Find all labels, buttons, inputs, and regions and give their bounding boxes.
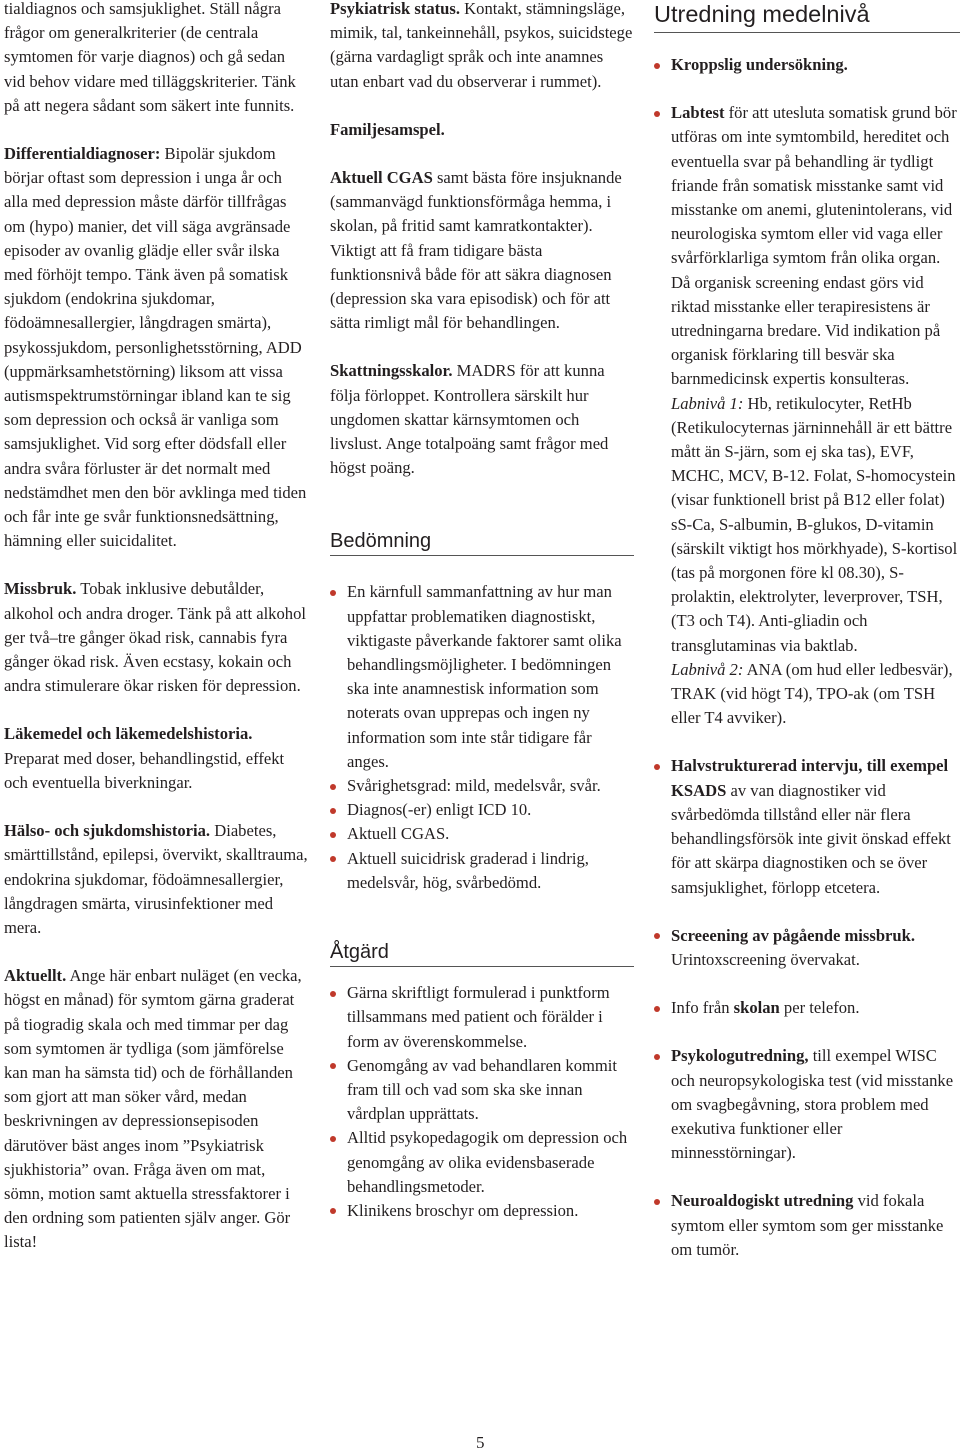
bullet-icon [330, 784, 336, 790]
bullet-icon [330, 808, 336, 814]
bullet-icon [654, 764, 660, 770]
list-item: Aktuell CGAS. [330, 822, 634, 846]
intro-paragraph: tialdiagnos och samsjuklighet. Ställ några frågor om generalkriterier (de centrala symtomen för varje diagnos) och gå sedan vid behov vidare med tilläggskriterier. Tänk på att negera sådant som säkert inte funnits. [4, 0, 296, 115]
bullet-icon [330, 590, 336, 596]
cgas-paragraph: Aktuell CGAS samt bästa före insjuknande (sammanvägd funktionsförmåga hemma, i skolan, på fritid samt kamratkontakter). Viktigt att få fram tidigare bästa funktionsnivå både för att säkra diagnosen (depression ska vara episodisk) och för att sätta rimligt mål för behandlingen. [330, 168, 622, 333]
column-left [4, 0, 309, 1255]
bullet-icon [330, 856, 336, 862]
bullet-icon [654, 111, 660, 117]
lakemedel-label: Läkemedel och läkemedelshistoria. [4, 724, 253, 744]
bedomning-heading: Bedömning [330, 530, 634, 556]
bullet-icon [330, 1208, 336, 1214]
bullet-icon [330, 832, 336, 838]
utredning-list [654, 53, 960, 1262]
bedomning-list [330, 580, 634, 895]
psyk-label: Psykiatrisk status. [330, 0, 461, 18]
bullet-icon [654, 1199, 660, 1205]
halso-paragraph: Hälso- och sjukdomshistoria. Diabetes, smärttillstånd, epilepsi, övervikt, skalltrauma, endokrina sjukdomar, födoämnesallergier, långdragen smärta, virusinfektioner med mera. [4, 821, 308, 937]
bullet-icon [330, 991, 336, 997]
page-number: 5 [476, 1433, 485, 1452]
list-item: Genomgång av vad behandlaren kommit fram till och vad som ska ske innan vårdplan upprättats. [330, 1054, 634, 1127]
psykiatrisk-status-paragraph: Psykiatrisk status. Kontakt, stämningsläge, mimik, tal, tankeinnehåll, psykos, suicidstege (gärna vardagligt språk och inte anamnes utan enbart vad du observerar i rummet). [330, 0, 633, 91]
labniva2-label: Labnivå 2: [671, 659, 744, 679]
column-middle [330, 0, 634, 1223]
aktuellt-label: Aktuellt. [4, 966, 67, 986]
familjesamspel-paragraph [330, 118, 634, 142]
list-item: Halvstrukturerad intervju, till exempel KSADS av van diagnostiker vid svårbedömda tillstånd eller när flera behandlingsförsök inte givit önskad effekt för att skärpa diagnostiken och se över samsjuklighet, förlopp etcetera. [654, 754, 960, 899]
list-item: En kärnfull sammanfattning av hur man uppfattar problematiken diagnostiskt, viktigaste påverkande faktorer samt olika behandlingsmöjligheter. I bedömningen ska inte anamnestisk information som noterats ovan upprepas och ingen ny information som inte står tidigare får anges. [330, 580, 634, 774]
cgas-label: Aktuell CGAS [330, 168, 433, 188]
bullet-icon [654, 63, 660, 69]
bullet-icon [654, 1054, 660, 1060]
differential-label: Differentialdiagnoser: [4, 144, 161, 164]
differential-diagnoses-paragraph: Differentialdiagnoser: Bipolär sjukdom börjar oftast som depression i unga år och alla med depression måste därför tillfrågas om (hypo) manier, det vill säga avgränsade episoder av ovanlig glädje eller svår ilska med förhöjt tempo. Tänk även på somatisk sjukdom (endokrina sjukdomar, födoämnesallergier, långdragen smärta), psykossjukdom, personlighetsstörning, ADD (uppmärksamhetstörning) liksom att vissa autismspektrumstörningar ibland kan te sig som depression och också är vanliga som samsjuklighet. Vid sorg efter dödsfall eller andra svåra förluster är det normalt med nedstämdhet men den bör avklinga med tiden och får inte ge svår funktionsnedsättning, hämning eller suicidalitet. [4, 144, 307, 551]
list-item: Klinikens broschyr om depression. [330, 1199, 634, 1223]
atgard-list [330, 981, 634, 1223]
list-item: Psykologutredning, till exempel WISC och neuropsykologiska test (vid misstanke om svagbegåvning, stora problem med exekutiva funktioner eller minnesstörningar). [654, 1044, 960, 1165]
list-item: Labtest för att utesluta somatisk grund bör utföras om inte symtombild, hereditet och eventuella svar på behandling är tydligt friande från somatisk misstanke samt vid misstanke om anemi, glutenintolerans, vid neurologiska symtom eller vid vaga eller svårförklarliga symtom från olika organ. Då organisk screening endast görs vid riktad misstanke eller terapiresistens är utredningarna bredare. Vid indikation på organisk förklaring till besvär ska barnmedicinsk expertis konsulteras. Labnivå 1: Hb, retikulocyter, RetHb (Retikulocyternas järninnehåll är ett bättre mått än S-järn, som ej ska tas), EVF, MCHC, MCV, B-12. Folat, S-homocystein (visar funktionell brist på B12 eller folat) sS-Ca, S-albumin, B-glukos, D-vitamin (särskilt viktigt hos mörkhyade), S-kortisol (tas på morgonen före kl 08.30), S-prolaktin, elektrolyter, leverprover, TSH, (T3 och T4). Anti-gliadin och transglutaminas via baktlab. Labnivå 2: ANA (om hud eller ledbesvär), TRAK (vid högt T4), TPO-ak (om TSH eller T4 avviker). [654, 101, 960, 730]
list-item: Info från skolan per telefon. [654, 996, 960, 1020]
list-item: Gärna skriftligt formulerad i punktform tillsammans med patient och förälder i form av överenskommelse. [330, 981, 634, 1054]
list-item: Kroppslig undersökning. [654, 53, 960, 77]
familj-label: Familjesamspel. [330, 119, 445, 139]
lakemedel-paragraph: Läkemedel och läkemedelshistoria. Preparat med doser, behandlingstid, effekt och eventuella biverkningar. [4, 724, 285, 792]
list-item: Screeening av pågående missbruk. Urintoxscreening övervakat. [654, 924, 960, 972]
list-item: Svårighetsgrad: mild, medelsvår, svår. [330, 774, 634, 798]
atgard-heading: Åtgärd [330, 941, 634, 967]
list-item: Neuroaldogiskt utredning vid fokala symtom eller symtom som ger misstanke om tumör. [654, 1189, 960, 1262]
skattning-paragraph: Skattningsskalor. MADRS för att kunna följa förloppet. Kontrollera särskilt hur ungdomen skattar kärnsymtomen och livslust. Ange totalpoäng samt frågor med högst poäng. [330, 361, 609, 478]
list-item: Aktuell suicidrisk graderad i lindrig, medelsvår, hög, svårbedömd. [330, 847, 634, 895]
bullet-icon [654, 933, 660, 939]
bullet-icon [330, 1136, 336, 1142]
list-item: Diagnos(-er) enligt ICD 10. [330, 798, 634, 822]
skattning-label: Skattningsskalor. [330, 361, 453, 381]
column-right [654, 0, 960, 1262]
bullet-icon [330, 1063, 336, 1069]
list-item: Alltid psykopedagogik om depression och genomgång av olika evidensbaserade behandlingsmetoder. [330, 1126, 634, 1199]
missbruk-label: Missbruk. [4, 579, 77, 599]
labniva1-label: Labnivå 1: [671, 393, 744, 413]
halso-label: Hälso- och sjukdomshistoria. [4, 821, 211, 841]
aktuellt-paragraph: Aktuellt. Ange här enbart nuläget (en vecka, högst en månad) för symtom gärna graderat på tiogradig skala och med timmar per dag som symtomen är tydliga (som jämförelse kan man ha sämsta tid) och de förhållanden som gjort att man söker vård, medan beskrivningen av depressionsepisoden därutöver bäst anges inom ”Psykiatrisk sjukhistoria” ovan. Fråga även om mat, sömn, motion samt aktuella stressfaktorer i den ordning som patienten själv anger. Gör lista! [4, 966, 302, 1252]
missbruk-paragraph: Missbruk. Tobak inklusive debutålder, alkohol och andra droger. Tänk på att alkohol ger två–tre gånger ökad risk, cannabis fyra gånger ökad risk. Även ecstasy, kokain och andra stimulerare ökar risken för depression. [4, 579, 306, 696]
utredning-heading: Utredning medelnivå [654, 1, 960, 33]
bullet-icon [654, 1006, 660, 1012]
